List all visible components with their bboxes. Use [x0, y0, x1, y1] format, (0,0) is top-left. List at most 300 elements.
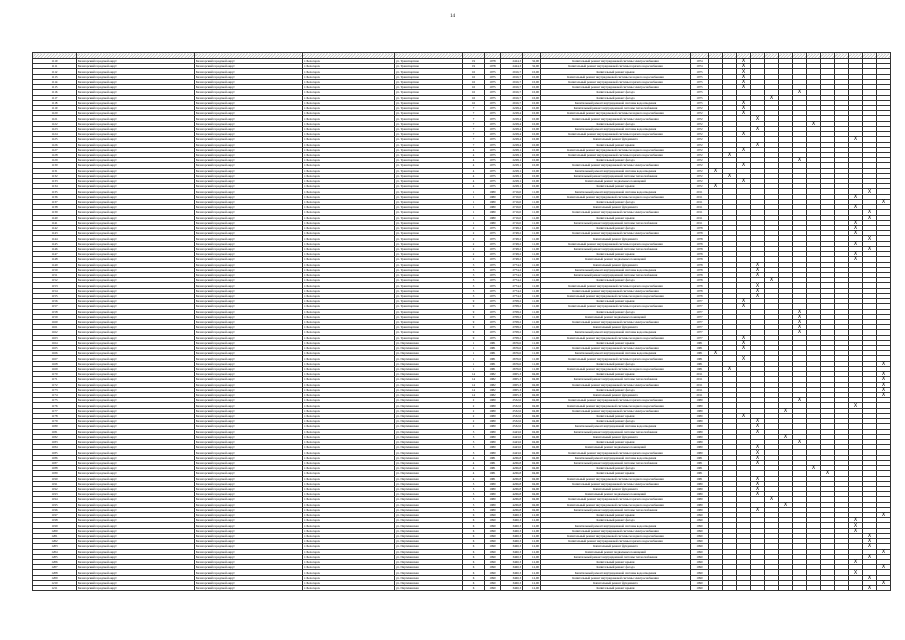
- area-cell: 2676,6: [501, 351, 523, 356]
- municipality-district-cell: Белогорский городской округ: [195, 372, 303, 377]
- settlement-cell: г. Белогорск: [303, 528, 395, 533]
- settlement-cell: г. Белогорск: [303, 481, 395, 486]
- street-cell: ул. Партизанская: [395, 429, 463, 434]
- build-year-cell: 1975: [485, 257, 501, 262]
- row-number-cell: 1177: [33, 408, 77, 413]
- work-type-cell: Капитальный ремонт фасада: [541, 90, 691, 95]
- period-mark-cell: X: [737, 85, 751, 90]
- period-mark-cell: [751, 586, 765, 591]
- work-type-cell: Капитальный ремонт фасада: [541, 226, 691, 231]
- settlement-cell: г. Белогорск: [303, 382, 395, 387]
- ratio-cell: 10,00: [523, 85, 541, 90]
- build-year-cell: 1975: [485, 179, 501, 184]
- settlement-cell: г. Белогорск: [303, 278, 395, 283]
- house-number-cell: 9: [463, 314, 485, 319]
- work-type-cell: Капитальный ремонт внутридомовой системы электроснабжения: [541, 85, 691, 90]
- row-number-cell: 1209: [33, 575, 77, 580]
- year-cell: 1972: [691, 184, 709, 189]
- street-cell: ул. Партизанская: [395, 372, 463, 377]
- work-type-cell: Капитальный ремонт крыши: [541, 215, 691, 220]
- house-number-cell: 4: [463, 147, 485, 152]
- work-type-cell: Капитальный ремонт фасада: [541, 387, 691, 392]
- build-year-cell: 1975: [485, 267, 501, 272]
- work-type-cell: Капитальный ремонт фундамента: [541, 262, 691, 267]
- year-cell: 1972: [691, 132, 709, 137]
- house-number-cell: 6: [463, 549, 485, 554]
- year-cell: 1972: [691, 116, 709, 121]
- street-cell: ул. Транспортная: [395, 163, 463, 168]
- house-number-cell: 7: [463, 126, 485, 131]
- settlement-cell: г. Белогорск: [303, 79, 395, 84]
- ratio-cell: 11,00: [523, 205, 541, 210]
- row-number-cell: 1197: [33, 513, 77, 518]
- house-number-cell: 7: [463, 105, 485, 110]
- street-cell: ул. Транспортная: [395, 236, 463, 241]
- street-cell: ул. Партизанская: [395, 346, 463, 351]
- build-year-cell: 1990: [485, 528, 501, 533]
- municipality-district-cell: Белогорский городской округ: [195, 539, 303, 544]
- settlement-cell: г. Белогорск: [303, 121, 395, 126]
- period-mark-cell: X: [793, 398, 807, 403]
- area-cell: 2716,0: [501, 189, 523, 194]
- area-cell: 4266,8: [501, 455, 523, 460]
- municipality-cell: Белогорский городской округ: [77, 346, 195, 351]
- street-cell: ул. Партизанская: [395, 471, 463, 476]
- build-year-cell: 1990: [485, 533, 501, 538]
- row-number-cell: 1156: [33, 299, 77, 304]
- year-cell: 1975: [691, 95, 709, 100]
- ratio-cell: 10,00: [523, 132, 541, 137]
- street-cell: ул. Партизанская: [395, 476, 463, 481]
- municipality-cell: Белогорский городской округ: [77, 220, 195, 225]
- work-type-cell: Капитальный ремонт внутридомовой системы холодного водоснабжения: [541, 147, 691, 152]
- municipality-cell: Белогорский городской округ: [77, 549, 195, 554]
- work-type-cell: Капитальный ремонт внутридомовой системы электроснабжения: [541, 346, 691, 351]
- municipality-cell: Белогорский городской округ: [77, 236, 195, 241]
- municipality-district-cell: Белогорский городской округ: [195, 408, 303, 413]
- period-mark-cell: X: [849, 231, 863, 236]
- period-mark-cell: X: [751, 142, 765, 147]
- municipality-cell: Белогорский городской округ: [77, 492, 195, 497]
- build-year-cell: 1975: [485, 126, 501, 131]
- street-cell: ул. Транспортная: [395, 152, 463, 157]
- period-mark-cell: X: [849, 403, 863, 408]
- ratio-cell: 10,00: [523, 184, 541, 189]
- build-year-cell: 1980: [485, 194, 501, 199]
- house-number-cell: 1: [463, 340, 485, 345]
- street-cell: ул. Транспортная: [395, 179, 463, 184]
- work-type-cell: Капитальный ремонт фундамента: [541, 486, 691, 491]
- ratio-cell: 11,00: [523, 215, 541, 220]
- street-cell: ул. Транспортная: [395, 278, 463, 283]
- work-type-cell: Капитальный ремонт внутридомовой системы электроснабжения: [541, 116, 691, 121]
- ratio-cell: 11,00: [523, 210, 541, 215]
- settlement-cell: г. Белогорск: [303, 205, 395, 210]
- area-cell: 4266,8: [501, 471, 523, 476]
- area-cell: 4266,8: [501, 492, 523, 497]
- house-number-cell: 4: [463, 184, 485, 189]
- street-cell: ул. Транспортная: [395, 184, 463, 189]
- municipality-district-cell: Белогорский городской округ: [195, 377, 303, 382]
- municipality-cell: Белогорский городской округ: [77, 74, 195, 79]
- municipality-district-cell: Белогорский городской округ: [195, 137, 303, 142]
- settlement-cell: г. Белогорск: [303, 387, 395, 392]
- municipality-district-cell: Белогорский городской округ: [195, 74, 303, 79]
- municipality-district-cell: Белогорский городской округ: [195, 59, 303, 64]
- ratio-cell: 11,00: [523, 283, 541, 288]
- work-type-cell: Капитальный ремонт крыши: [541, 184, 691, 189]
- work-type-cell: Капитальный ремонт внутридомовой системы холодного водоснабжения: [541, 533, 691, 538]
- ratio-cell: 11,00: [523, 330, 541, 335]
- year-cell: 1990: [691, 518, 709, 523]
- period-mark-cell: X: [863, 554, 877, 559]
- street-cell: ул. Партизанская: [395, 361, 463, 366]
- municipality-cell: Белогорский городской округ: [77, 184, 195, 189]
- build-year-cell: 1990: [485, 549, 501, 554]
- build-year-cell: 1981: [485, 471, 501, 476]
- street-cell: ул. Транспортная: [395, 272, 463, 277]
- street-cell: ул. Партизанская: [395, 382, 463, 387]
- settlement-cell: г. Белогорск: [303, 518, 395, 523]
- house-number-cell: 7: [463, 111, 485, 116]
- row-number-cell: 1150: [33, 267, 77, 272]
- build-year-cell: 1990: [485, 586, 501, 591]
- ratio-cell: 04,00: [523, 466, 541, 471]
- period-mark-cell: X: [751, 419, 765, 424]
- house-number-cell: 4: [463, 163, 485, 168]
- house-number-cell: 14: [463, 387, 485, 392]
- municipality-district-cell: Белогорский городской округ: [195, 486, 303, 491]
- row-number-cell: 1125: [33, 137, 77, 142]
- row-number-cell: 1208: [33, 570, 77, 575]
- capital-repair-table-sheet: [32, 52, 884, 610]
- municipality-district-cell: Белогорский городской округ: [195, 319, 303, 324]
- build-year-cell: 1982: [485, 382, 501, 387]
- work-type-cell: Капитальный ремонт внутридомовой системы теплоснабжения: [541, 460, 691, 465]
- house-number-cell: 4: [463, 179, 485, 184]
- house-number-cell: 3: [463, 267, 485, 272]
- municipality-cell: Белогорский городской округ: [77, 126, 195, 131]
- period-mark-cell: X: [849, 257, 863, 262]
- period-mark-cell: X: [793, 319, 807, 324]
- settlement-cell: г. Белогорск: [303, 116, 395, 121]
- build-year-cell: 1975: [485, 142, 501, 147]
- street-cell: ул. Транспортная: [395, 293, 463, 298]
- year-cell: 1975: [691, 74, 709, 79]
- period-mark-cell: X: [751, 126, 765, 131]
- street-cell: ул. Партизанская: [395, 408, 463, 413]
- build-year-cell: 1978: [485, 64, 501, 69]
- area-cell: 2228,1: [501, 184, 523, 189]
- work-type-cell: Капитальный ремонт внутридомовой системы теплоснабжения: [541, 272, 691, 277]
- area-cell: 4266,8: [501, 466, 523, 471]
- house-number-cell: 2: [463, 226, 485, 231]
- ratio-cell: 04,00: [523, 445, 541, 450]
- street-cell: ул. Транспортная: [395, 158, 463, 163]
- ratio-cell: 11,00: [523, 293, 541, 298]
- work-type-cell: Капитальный ремонт крыши: [541, 439, 691, 444]
- year-cell: 1978: [691, 283, 709, 288]
- work-type-cell: Капитальный ремонт крыши: [541, 299, 691, 304]
- row-number-cell: 1205: [33, 554, 77, 559]
- row-number-cell: 1120: [33, 111, 77, 116]
- house-number-cell: 6: [463, 544, 485, 549]
- build-year-cell: 1975: [485, 158, 501, 163]
- street-cell: ул. Транспортная: [395, 64, 463, 69]
- area-cell: 2228,1: [501, 152, 523, 157]
- area-cell: 2774,2: [501, 283, 523, 288]
- build-year-cell: 1980: [485, 424, 501, 429]
- year-cell: 1972: [691, 168, 709, 173]
- period-mark-cell: X: [723, 152, 737, 157]
- settlement-cell: г. Белогорск: [303, 126, 395, 131]
- ratio-cell: 12,00: [523, 549, 541, 554]
- year-cell: 1975: [691, 100, 709, 105]
- ratio-cell: 10,00: [523, 179, 541, 184]
- area-cell: 2424,3: [501, 64, 523, 69]
- area-cell: 2774,2: [501, 262, 523, 267]
- settlement-cell: г. Белогорск: [303, 85, 395, 90]
- municipality-cell: Белогорский городской округ: [77, 523, 195, 528]
- area-cell: 3460,3: [501, 560, 523, 565]
- row-number-cell: 1194: [33, 497, 77, 502]
- work-type-cell: Капитальный ремонт фундамента: [541, 393, 691, 398]
- build-year-cell: 1980: [485, 434, 501, 439]
- year-cell: 1981: [691, 356, 709, 361]
- period-mark-cell: X: [751, 293, 765, 298]
- row-number-cell: 1130: [33, 163, 77, 168]
- municipality-cell: Белогорский городской округ: [77, 105, 195, 110]
- ratio-cell: 12,00: [523, 565, 541, 570]
- build-year-cell: 1981: [485, 340, 501, 345]
- street-cell: ул. Партизанская: [395, 403, 463, 408]
- work-type-cell: Капитальный ремонт крыши: [541, 586, 691, 591]
- row-number-cell: 1206: [33, 560, 77, 565]
- municipality-district-cell: Белогорский городской округ: [195, 325, 303, 330]
- build-year-cell: 1975: [485, 121, 501, 126]
- settlement-cell: г. Белогорск: [303, 252, 395, 257]
- municipality-district-cell: Белогорский городской округ: [195, 335, 303, 340]
- period-mark-cell: X: [793, 314, 807, 319]
- settlement-cell: г. Белогорск: [303, 497, 395, 502]
- street-cell: ул. Партизанская: [395, 518, 463, 523]
- year-cell: 2011: [691, 194, 709, 199]
- year-cell: 1972: [691, 163, 709, 168]
- area-cell: 2228,1: [501, 173, 523, 178]
- year-cell: 1977: [691, 325, 709, 330]
- settlement-cell: г. Белогорск: [303, 554, 395, 559]
- municipality-district-cell: Белогорский городской округ: [195, 278, 303, 283]
- year-cell: 1990: [691, 544, 709, 549]
- period-mark-cell: X: [723, 173, 737, 178]
- area-cell: 2748,2: [501, 252, 523, 257]
- street-cell: ул. Транспортная: [395, 69, 463, 74]
- year-cell: 1990: [691, 575, 709, 580]
- build-year-cell: 1975: [485, 85, 501, 90]
- house-number-cell: 16: [463, 69, 485, 74]
- ratio-cell: 10,00: [523, 173, 541, 178]
- area-cell: 2748,2: [501, 236, 523, 241]
- period-mark-cell: X: [849, 194, 863, 199]
- year-cell: 1980: [691, 507, 709, 512]
- period-mark-cell: X: [751, 455, 765, 460]
- year-cell: 1974: [691, 64, 709, 69]
- row-number-cell: 1147: [33, 252, 77, 257]
- house-number-cell: 2: [463, 419, 485, 424]
- municipality-district-cell: Белогорский городской округ: [195, 351, 303, 356]
- municipality-district-cell: Белогорский городской округ: [195, 533, 303, 538]
- period-mark-cell: X: [737, 59, 751, 64]
- area-cell: 4266,8: [501, 507, 523, 512]
- ratio-cell: 04,00: [523, 413, 541, 418]
- row-number-cell: 1118: [33, 100, 77, 105]
- street-cell: ул. Партизанская: [395, 533, 463, 538]
- area-cell: 2532,6: [501, 413, 523, 418]
- work-type-cell: Капитальный ремонт фасада: [541, 158, 691, 163]
- period-mark-cell: X: [751, 486, 765, 491]
- settlement-cell: г. Белогорск: [303, 189, 395, 194]
- area-cell: 2228,4: [501, 137, 523, 142]
- ratio-cell: 11,00: [523, 309, 541, 314]
- house-number-cell: 2: [463, 241, 485, 246]
- work-type-cell: Капитальный ремонт внутридомовой системы электроснабжения: [541, 382, 691, 387]
- period-mark-cell: X: [877, 513, 891, 518]
- row-number-cell: 1116: [33, 90, 77, 95]
- area-cell: 2774,2: [501, 267, 523, 272]
- street-cell: ул. Транспортная: [395, 132, 463, 137]
- build-year-cell: 1975: [485, 330, 501, 335]
- row-number-cell: 1168: [33, 361, 77, 366]
- house-number-cell: 6: [463, 580, 485, 585]
- period-mark-cell: X: [863, 544, 877, 549]
- municipality-cell: Белогорский городской округ: [77, 471, 195, 476]
- municipality-cell: Белогорский городской округ: [77, 502, 195, 507]
- year-cell: 1972: [691, 179, 709, 184]
- area-cell: 3460,3: [501, 570, 523, 575]
- municipality-district-cell: Белогорский городской округ: [195, 466, 303, 471]
- house-number-cell: 6: [463, 513, 485, 518]
- row-number-cell: 1167: [33, 356, 77, 361]
- row-number-cell: 1127: [33, 147, 77, 152]
- build-year-cell: 1981: [485, 356, 501, 361]
- build-year-cell: 1980: [485, 429, 501, 434]
- year-cell: 1978: [691, 272, 709, 277]
- street-cell: ул. Партизанская: [395, 398, 463, 403]
- work-type-cell: Капитальный ремонт внутридомовой системы холодного водоснабжения: [541, 476, 691, 481]
- build-year-cell: 1990: [485, 570, 501, 575]
- work-type-cell: Капитальный ремонт внутридомовой системы водоотведения: [541, 523, 691, 528]
- year-cell: 1990: [691, 586, 709, 591]
- year-cell: 2011: [691, 372, 709, 377]
- year-cell: 1990: [691, 513, 709, 518]
- area-cell: 2532,6: [501, 398, 523, 403]
- row-number-cell: 1114: [33, 79, 77, 84]
- house-number-cell: 16: [463, 74, 485, 79]
- period-mark-cell: X: [751, 262, 765, 267]
- street-cell: ул. Транспортная: [395, 210, 463, 215]
- build-year-cell: 1980: [485, 199, 501, 204]
- street-cell: ул. Партизанская: [395, 560, 463, 565]
- municipality-cell: Белогорский городской округ: [77, 262, 195, 267]
- municipality-cell: Белогорский городской округ: [77, 445, 195, 450]
- area-cell: 2228,4: [501, 142, 523, 147]
- period-mark-cell: X: [751, 507, 765, 512]
- row-number-cell: 1188: [33, 466, 77, 471]
- municipality-district-cell: Белогорский городской округ: [195, 445, 303, 450]
- settlement-cell: г. Белогорск: [303, 460, 395, 465]
- period-mark-cell: X: [765, 95, 779, 100]
- municipality-district-cell: Белогорский городской округ: [195, 314, 303, 319]
- row-number-cell: 1142: [33, 226, 77, 231]
- settlement-cell: г. Белогорск: [303, 403, 395, 408]
- municipality-cell: Белогорский городской округ: [77, 340, 195, 345]
- build-year-cell: 1980: [485, 445, 501, 450]
- year-cell: 2011: [691, 189, 709, 194]
- street-cell: ул. Партизанская: [395, 570, 463, 575]
- row-number-cell: 1162: [33, 330, 77, 335]
- work-type-cell: Капитальный ремонт внутридомовой системы горячего водоснабжения: [541, 241, 691, 246]
- municipality-district-cell: Белогорский городской округ: [195, 304, 303, 309]
- year-cell: 1981: [691, 346, 709, 351]
- house-number-cell: 9: [463, 319, 485, 324]
- settlement-cell: г. Белогорск: [303, 147, 395, 152]
- year-cell: 2011: [691, 210, 709, 215]
- street-cell: ул. Партизанская: [395, 366, 463, 371]
- house-number-cell: 3: [463, 450, 485, 455]
- area-cell: 2748,2: [501, 226, 523, 231]
- work-type-cell: Капитальный ремонт фасада: [541, 309, 691, 314]
- ratio-cell: 32,00: [523, 59, 541, 64]
- period-mark-cell: X: [737, 111, 751, 116]
- street-cell: ул. Партизанская: [395, 450, 463, 455]
- period-mark-cell: [709, 586, 723, 591]
- build-year-cell: 1990: [485, 518, 501, 523]
- municipality-cell: Белогорский городской округ: [77, 158, 195, 163]
- row-number-cell: 1139: [33, 210, 77, 215]
- settlement-cell: г. Белогорск: [303, 179, 395, 184]
- build-year-cell: 1980: [485, 439, 501, 444]
- area-cell: 3460,3: [501, 575, 523, 580]
- settlement-cell: г. Белогорск: [303, 330, 395, 335]
- settlement-cell: г. Белогорск: [303, 570, 395, 575]
- municipality-district-cell: Белогорский городской округ: [195, 356, 303, 361]
- ratio-cell: 12,00: [523, 533, 541, 538]
- municipality-district-cell: Белогорский городской округ: [195, 95, 303, 100]
- build-year-cell: 1980: [485, 507, 501, 512]
- year-cell: 1977: [691, 319, 709, 324]
- area-cell: 2716,0: [501, 215, 523, 220]
- settlement-cell: г. Белогорск: [303, 220, 395, 225]
- row-number-cell: 1166: [33, 351, 77, 356]
- municipality-cell: Белогорский городской округ: [77, 361, 195, 366]
- build-year-cell: 1980: [485, 408, 501, 413]
- house-number-cell: 3: [463, 288, 485, 293]
- ratio-cell: 12,00: [523, 554, 541, 559]
- ratio-cell: 11,00: [523, 272, 541, 277]
- build-year-cell: 1975: [485, 100, 501, 105]
- street-cell: ул. Транспортная: [395, 241, 463, 246]
- row-number-cell: 1179: [33, 419, 77, 424]
- street-cell: ул. Партизанская: [395, 351, 463, 356]
- settlement-cell: г. Белогорск: [303, 293, 395, 298]
- year-cell: 1980: [691, 492, 709, 497]
- house-number-cell: 16: [463, 79, 485, 84]
- municipality-district-cell: Белогорский городской округ: [195, 79, 303, 84]
- build-year-cell: 1982: [485, 387, 501, 392]
- ratio-cell: 11,00: [523, 335, 541, 340]
- period-mark-cell: X: [737, 74, 751, 79]
- row-number-cell: 1149: [33, 262, 77, 267]
